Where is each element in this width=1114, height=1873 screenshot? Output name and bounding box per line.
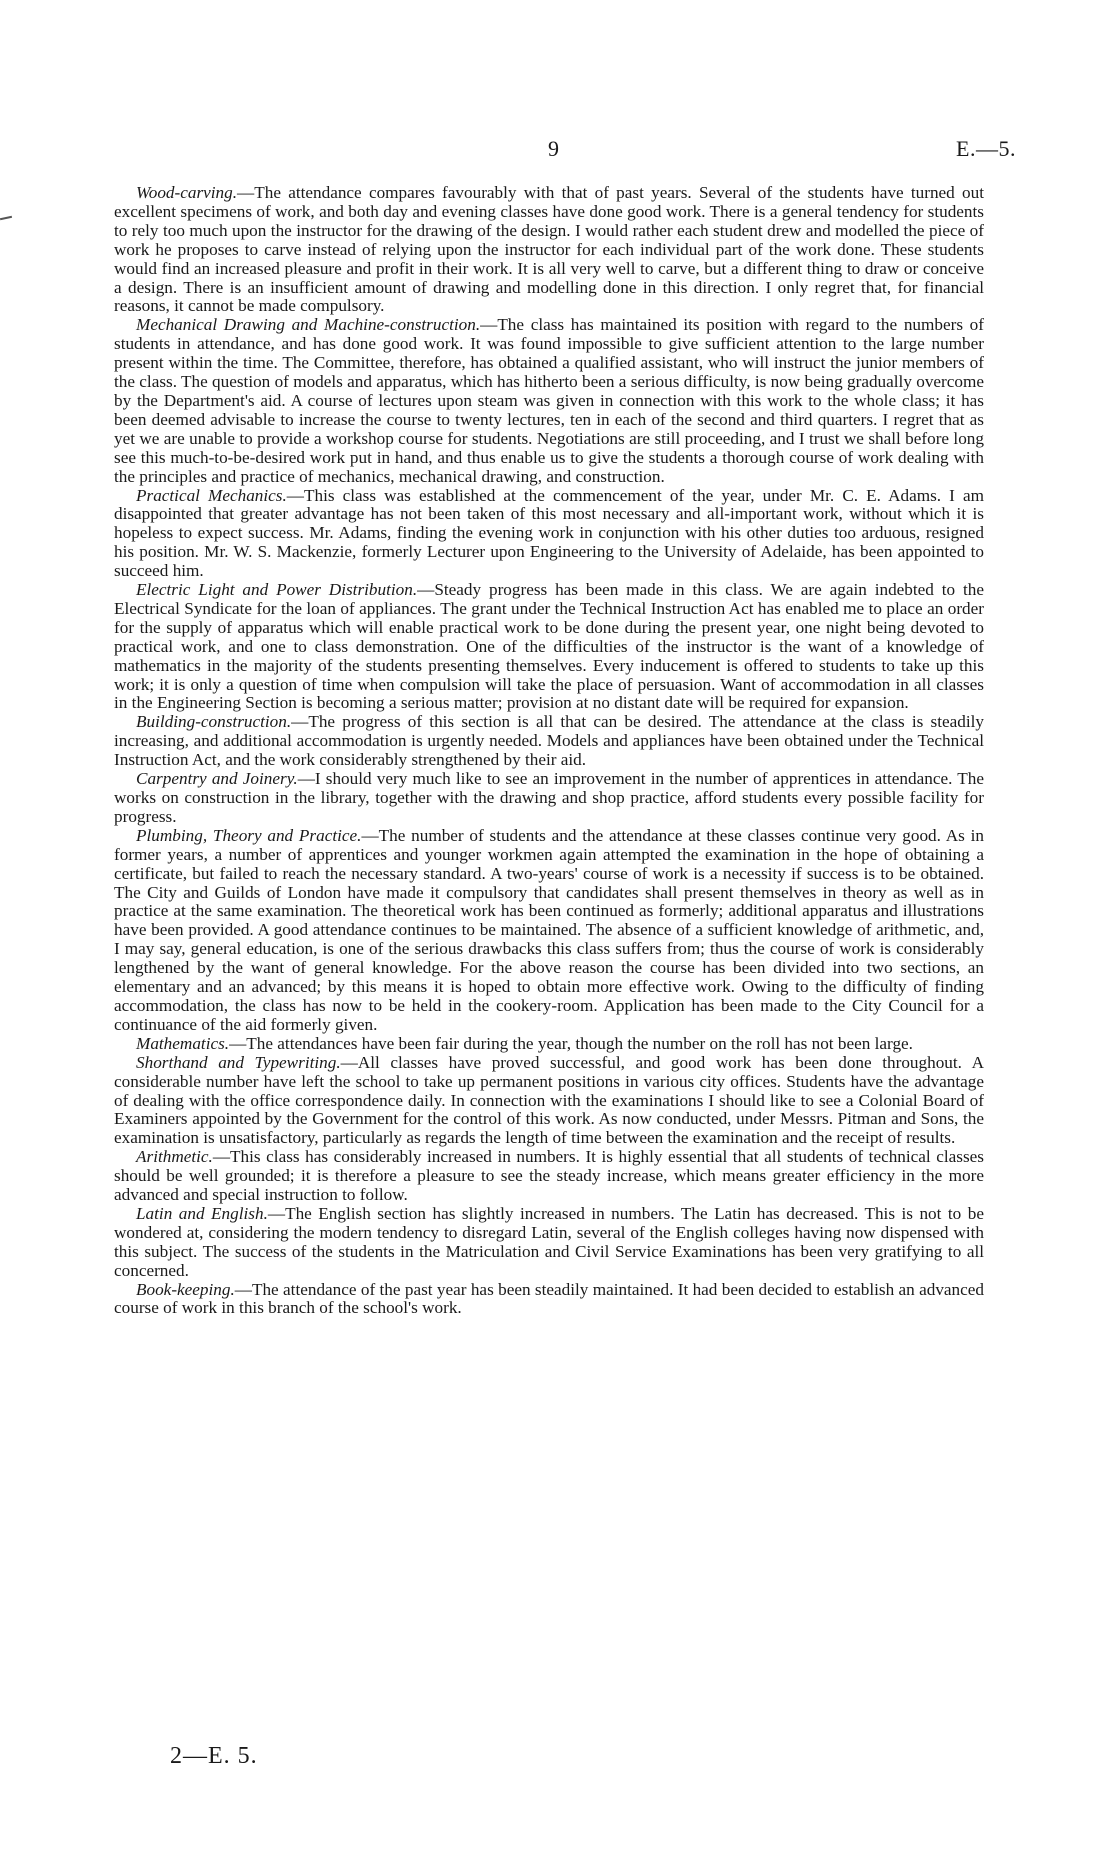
paragraph-heading: Carpentry and Joinery. bbox=[136, 769, 298, 789]
paragraph-text: —This class has considerably increased in numbers. It is highly essential that all students of technical classes should be well grounded; it is therefore a pleasure to see the steady increase, which means greater efficiency in the more advanced and special instruction to follow. bbox=[114, 1147, 984, 1205]
paragraph-text: —The progress of this section is all that can be desired. The attendance at the class is steadily increasing, and additional accommodation is urgently needed. Models and appliances have been obtained under the Technical Instruction Act, and the work considerably strengthened by their aid. bbox=[114, 712, 984, 770]
page-number: 9 bbox=[548, 136, 559, 161]
paragraph-electric-light bbox=[114, 581, 984, 713]
paragraph-building-construction bbox=[114, 713, 984, 770]
paragraph-text: —The attendance compares favourably with that of past years. Several of the students have turned out excellent specimens of work, and both day and evening classes have done good work. There is a general tendency for students to rely too much upon the instructor for the drawing of the design. I would rather each student drew and modelled the piece of work he proposes to carve instead of relying upon the instructor for each individual part of the work done. These students would find an increased pleasure and profit in their work. It is all very well to carve, but a different thing to draw or conceive a design. There is an insufficient amount of drawing and modelling done in this direction. I only regret that, for financial reasons, it cannot be made compulsory. bbox=[114, 183, 984, 316]
paragraph-heading: Electric Light and Power Distribution. bbox=[136, 580, 418, 600]
paragraph-heading: Building-construction. bbox=[136, 712, 292, 732]
paragraph-book-keeping bbox=[114, 1281, 984, 1319]
report-body bbox=[114, 184, 984, 1318]
paragraph-heading: Practical Mechanics. bbox=[136, 485, 287, 505]
paragraph-wood-carving bbox=[114, 184, 984, 316]
paragraph-heading: Mathematics. bbox=[136, 1033, 230, 1053]
paragraph-heading: Plumbing, Theory and Practice. bbox=[136, 825, 362, 845]
paragraph-text: —This class was established at the commencement of the year, under Mr. C. E. Adams. I am disappointed that greater advantage has not been taken of this most necessary and all-important work, without which it is hopeless to expect success. Mr. Adams, finding the evening work in conjunction with his other duties too arduous, resigned his position. Mr. W. S. Mackenzie, formerly Lecturer upon Engineering to the University of Adelaide, has been appointed to succeed him. bbox=[114, 485, 984, 581]
paragraph-text: —The attendance of the past year has been steadily maintained. It had been decided to establish an advanced course of work in this branch of the school's work. bbox=[114, 1279, 984, 1318]
margin-mark bbox=[0, 216, 12, 220]
document-reference: E.—5. bbox=[956, 136, 1016, 161]
paragraph-heading: Arithmetic. bbox=[136, 1147, 213, 1167]
paragraph-shorthand bbox=[114, 1054, 984, 1149]
paragraph-heading: Mechanical Drawing and Machine-construction. bbox=[136, 315, 481, 335]
paragraph-latin-english bbox=[114, 1205, 984, 1281]
paragraph-text: —The class has maintained its position with regard to the numbers of students in attendance, and has done good work. It was found impossible to give sufficient attention to the large number present within the time. The Committee, therefore, has obtained a qualified assistant, who will instruct the junior members of the class. The question of models and apparatus, which has hitherto been a serious difficulty, is now being gradually overcome by the Department's aid. A course of lectures upon steam was given in connection with this work to the whole class; it has been deemed advisable to increase the course to twenty lectures, ten in each of the second and third quarters. I regret that as yet we are unable to provide a workshop course for students. Negotiations are still proceeding, and I trust we shall before long see this much-to-be-desired work put in hand, and thus enable us to give the students a thorough course of work dealing with the principles and practice of mechanics, mechanical drawing, and construction. bbox=[114, 315, 984, 486]
paragraph-heading: Latin and English. bbox=[136, 1203, 268, 1223]
paragraph-text: —The number of students and the attendance at these classes continue very good. As in former years, a number of apprentices and younger workmen again attempted the examination in the hope of obtaining a certificate, but failed to reach the necessary standard. A two-years' course of work is a necessity if success is to be obtained. The City and Guilds of London have made it compulsory that candidates shall present themselves in theory as well as in practice at the same examination. The theoretical work has been continued as formerly; additional apparatus and illustrations have been provided. A good attendance continues to be maintained. The absence of a sufficient knowledge of arithmetic, and, I may say, general education, is one of the serious drawbacks this class suffers from; thus the course of work is considerably lengthened by the want of general knowledge. For the above reason the course has been divided into two sections, an elementary and an advanced; by this means it is hoped to obtain more effective work. Owing to the difficulty of finding accommodation, the class has now to be held in the cookery-room. Application has been made to the City Council for a continuance of the aid formerly given. bbox=[114, 825, 985, 1034]
paragraph-text: —The English section has slightly increased in numbers. The Latin has decreased. This is not to be wondered at, considering the modern tendency to disregard Latin, several of the English colleges having now dispensed with this subject. The success of the students in the Matriculation and Civil Service Examinations has been very gratifying to all concerned. bbox=[114, 1203, 984, 1280]
paragraph-plumbing bbox=[114, 827, 984, 1035]
paragraph-text: —The attendances have been fair during the year, though the number on the roll has not been large. bbox=[229, 1033, 913, 1053]
paragraph-mechanical-drawing bbox=[114, 316, 984, 486]
paragraph-practical-mechanics bbox=[114, 487, 984, 582]
paragraph-text: —I should very much like to see an improvement in the number of apprentices in attendance. The works on construction in the library, together with the drawing and shop practice, afford students every possible facility for progress. bbox=[114, 769, 984, 826]
paragraph-text: —Steady progress has been made in this class. We are again indebted to the Electrical Syndicate for the loan of appliances. The grant under the Technical Instruction Act has enabled me to place an order for the supply of apparatus which will enable practical work to be done during the present year, one night being devoted to practical work, and one to class demonstration. One of the difficulties of the instructor is the want of a knowledge of mathematics in the majority of the students presenting themselves. Every inducement is offered to students to take up this work; it is only a question of time when compulsion will take the place of persuasion. Want of accommodation in all classes in the Engineering Section is becoming a serious matter; provision at no distant date will be required for expansion. bbox=[114, 580, 984, 713]
paragraph-text: —All classes have proved successful, and good work has been done throughout. A considerable number have left the school to take up permanent positions in various city offices. Students have the advantage of dealing with the office correspondence daily. In connection with the examinations I should like to see a Colonial Board of Examiners appointed by the Government for the control of this work. As now conducted, under Messrs. Pitman and Sons, the examination is unsatisfactory, particularly as regards the length of time between the examination and the receipt of results. bbox=[114, 1052, 984, 1148]
paragraph-mathematics bbox=[114, 1035, 984, 1054]
paragraph-heading: Shorthand and Typewriting. bbox=[136, 1052, 341, 1072]
paragraph-arithmetic bbox=[114, 1148, 984, 1205]
paragraph-heading: Wood-carving. bbox=[136, 183, 238, 202]
paragraph-carpentry bbox=[114, 770, 984, 827]
footer-signature: 2—E. 5. bbox=[170, 1743, 258, 1769]
paragraph-heading: Book-keeping. bbox=[136, 1279, 235, 1299]
